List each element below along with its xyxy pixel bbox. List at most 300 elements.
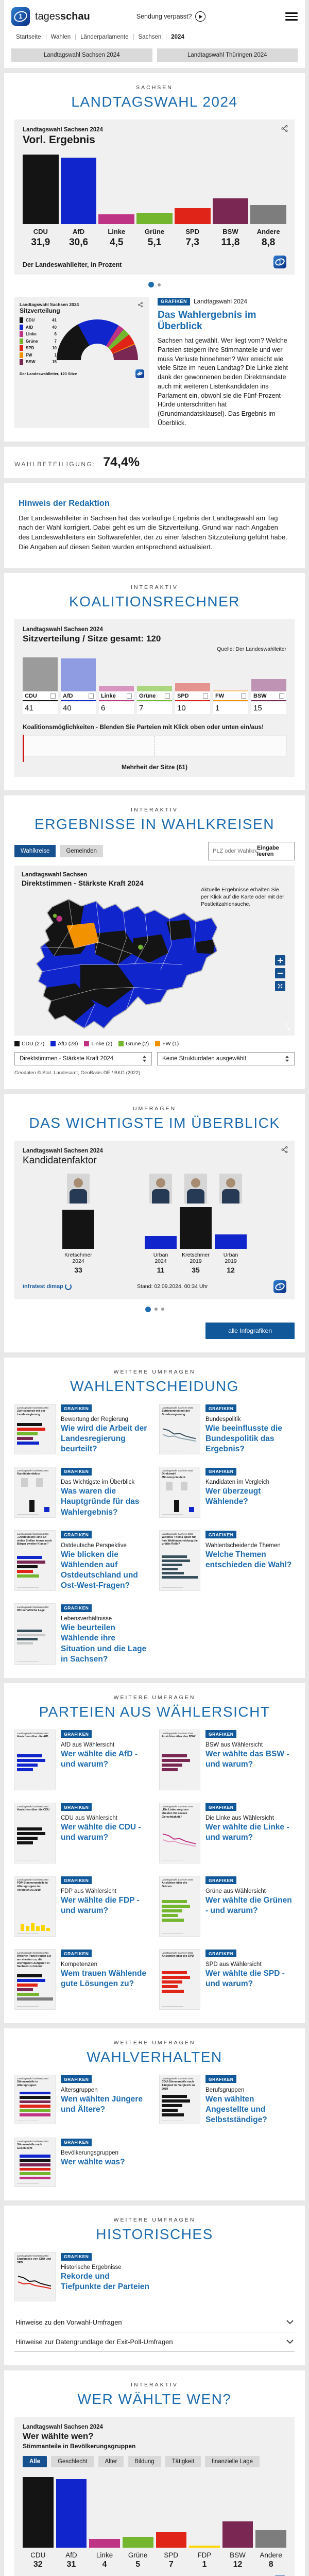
section-title: WAHLENTSCHEIDUNG (70, 1378, 239, 1394)
region-tabs (11, 44, 298, 68)
coalition-party-name[interactable]: Grüne (137, 691, 172, 701)
coalition-bar[interactable] (23, 657, 58, 691)
breadcrumb-item[interactable]: Startseite (11, 34, 46, 40)
party-label: AfD (65, 2551, 77, 2560)
coalition-party-column (175, 657, 210, 715)
legend-swatch (118, 1041, 124, 1046)
teaser-grid (14, 1730, 295, 2010)
grafiken-badge: GRAFIKEN (205, 1803, 236, 1811)
share-icon[interactable] (281, 1146, 288, 1154)
party-bar (23, 155, 59, 224)
result-bar-column[interactable] (23, 155, 59, 248)
candidate-bar-chart (23, 1174, 286, 1274)
result-bar-column[interactable] (61, 155, 97, 248)
party-bar (175, 208, 211, 224)
card-subtitle: Stimmanteile in Bevölkerungsgruppen (23, 2443, 136, 2450)
teaser-headline[interactable]: Wer wählte die FDP - und warum? (61, 1895, 140, 1915)
teaser-headline[interactable]: Wer wählte die Linke - und warum? (205, 1822, 289, 1842)
carousel-dot[interactable] (154, 1308, 158, 1311)
party-label: SPD (185, 228, 200, 235)
candidate-year: 2019 (225, 1258, 237, 1264)
teaser-link[interactable] (159, 1803, 295, 1863)
party-checkbox[interactable] (279, 693, 284, 699)
coalition-party-column (251, 657, 286, 715)
candidate-column (180, 1174, 212, 1274)
teaser-link[interactable] (14, 1530, 150, 1591)
party-label: CDU (30, 2551, 46, 2560)
seat-count-input[interactable]: 1 (213, 702, 248, 715)
breadcrumb-item[interactable]: Länderparlamente (76, 34, 133, 40)
majority-marker (23, 735, 24, 762)
teaser-kicker: Landtagswahl 2024 (194, 298, 248, 305)
share-icon[interactable] (281, 125, 288, 132)
teaser-headline[interactable]: Wen wählten Angestellte und Selbstständige? (205, 2094, 267, 2125)
party-checkbox[interactable] (241, 693, 246, 699)
group-filter-chips (23, 2456, 286, 2467)
share-icon[interactable] (138, 302, 143, 308)
party-label: Andere (256, 228, 280, 235)
teaser-kicker: Grüne aus Wählersicht (205, 1888, 266, 1894)
party-label: Grüne (128, 2551, 148, 2560)
coalition-bar[interactable] (251, 679, 286, 691)
legend-swatch (20, 352, 23, 358)
teaser-thumbnail: Landtagswahl Sachsen 2024 Ansichten über die CDU (14, 1803, 56, 1863)
teaser-thumbnail: Landtagswahl Sachsen 2024 Wirtschaftliche Lage (14, 1603, 56, 1665)
party-checkbox[interactable] (127, 693, 132, 699)
map-reset-button[interactable] (275, 981, 285, 991)
section-kicker: SACHSEN (136, 84, 173, 91)
party-label: FDP (197, 2551, 212, 2560)
card-title: Vorl. Ergebnis (23, 134, 95, 146)
seat-count-input[interactable]: 6 (99, 702, 134, 715)
teaser-link[interactable] (14, 1730, 150, 1790)
seat-count-input[interactable]: 15 (251, 702, 286, 715)
section-title: ERGEBNISSE IN WAHLKREISEN (35, 816, 274, 832)
teaser-link[interactable] (159, 1404, 295, 1454)
carousel-dot[interactable] (161, 1308, 164, 1311)
geodata-source: Geodaten © Stat. Landesamt, GeoBasis-DE / BKG (2022) (14, 1070, 141, 1076)
teaser-thumbnail: Landtagswahl Sachsen 2024 Ansichten über die Grünen (159, 1876, 200, 1937)
teaser-thumbnail: Landtagswahl Sachsen 2024 Welches Thema spielt für Ihre Wahlentscheidung die größte Rolle? (159, 1530, 200, 1591)
teaser-kicker: Lebensverhältnisse (61, 1616, 112, 1622)
party-value: 12 (233, 2560, 243, 2569)
teaser-kicker: Bundespolitik (205, 1416, 241, 1422)
teaser-thumbnail: Landtagswahl Sachsen 2024 CDU-Stimmanteile nach Tätigkeit im Vergleich zu 2019 (159, 2075, 200, 2124)
section-title: PARTEIEN AUS WÄHLERSICHT (39, 1703, 270, 1720)
legend-row: SPD 10 (20, 345, 57, 351)
teaser-text: Sachsen hat gewählt. Wer liegt vorn? Welche Parteien steigern ihre Stimmanteile und wer muss Verluste hinnehmen? Wer erreicht wie viele Sitze im neuen Landtag? Die Linke zieht dank der gewonnenen beiden Direktmandate auch mit weiteren Listenkandidaten ins Parlament ein, obwohl sie die Fünf-Prozent-Hürde unterschritten hat (Grundmandatsklausel). Das Ergebnis im Überblick. (158, 337, 288, 427)
card-kicker: Landtagswahl Sachsen 2024 (23, 127, 103, 133)
carousel-dots (14, 275, 295, 290)
plz-search-input[interactable] (213, 848, 257, 854)
legend-item: CDU (27) (14, 1041, 44, 1047)
section-kicker: WEITERE UMFRAGEN (113, 1368, 196, 1375)
all-infographics-button[interactable]: alle Infografiken (205, 1323, 295, 1339)
teaser-grid (14, 2252, 295, 2301)
teaser-kicker: Wahlentscheidende Themen (205, 1542, 281, 1549)
party-label: AfD (73, 228, 85, 235)
map-metric-select[interactable]: Direktstimmen - Stärkste Kraft 2024 (14, 1052, 152, 1065)
teaser-headline[interactable]: Wer wählte die AfD - und warum? (61, 1749, 138, 1769)
party-value: 31 (66, 2560, 76, 2569)
coalition-party-name[interactable]: Linke (99, 691, 134, 701)
grafiken-badge: GRAFIKEN (158, 298, 190, 306)
party-value: 8 (268, 2560, 273, 2569)
chart-source: Quelle: Der Landeswahlleiter (217, 646, 286, 652)
party-label: BSW (230, 2551, 246, 2560)
party-value: 31,9 (31, 237, 50, 248)
site-header (4, 0, 305, 68)
card-kicker: Landtagswahl Sachsen 2024 (20, 302, 79, 307)
legend-swatch (20, 317, 23, 323)
play-icon (195, 11, 205, 22)
grafiken-badge: GRAFIKEN (61, 1803, 92, 1811)
filter-chip[interactable]: Bildung (128, 2456, 161, 2467)
teaser-kicker: Ostdeutsche Perspektive (61, 1542, 127, 1549)
section-kicker: UMFRAGEN (132, 1105, 177, 1112)
result-bar-column[interactable] (250, 155, 286, 248)
who-voted-column[interactable] (123, 2476, 153, 2569)
carousel-dot[interactable] (158, 283, 161, 286)
breadcrumb-item[interactable]: Wahlen (46, 34, 76, 40)
teaser-headline[interactable]: Wem trauen Wählende gute Lösungen zu? (61, 1969, 146, 1988)
turnout-bar (4, 447, 305, 478)
party-value: 8,8 (261, 237, 276, 248)
coalition-party-name[interactable]: FW (213, 691, 248, 701)
editorial-title[interactable]: Hinweis der Redaktion (19, 498, 110, 508)
breadcrumb-item[interactable]: Sachsen (134, 34, 167, 40)
legend-swatch (50, 1041, 56, 1046)
grafiken-badge: GRAFIKEN (205, 2075, 236, 2083)
carousel-dots (14, 1299, 295, 1314)
candidate-value: 11 (157, 1265, 165, 1274)
legend-swatch (84, 1041, 89, 1046)
teaser-link[interactable] (14, 1803, 150, 1863)
teaser-kicker: Die Linke aus Wählersicht (205, 1815, 274, 1821)
teaser-headline[interactable]: Wen wählten Jüngere und Ältere? (61, 2094, 143, 2114)
teaser-link[interactable] (14, 1404, 150, 1454)
who-voted-card (14, 2417, 295, 2576)
result-bar-column[interactable] (175, 155, 211, 248)
candidate-bar (62, 1210, 94, 1249)
result-bar-column[interactable] (136, 155, 173, 248)
teaser-link[interactable] (14, 2075, 150, 2125)
teaser-thumbnail: Landtagswahl Sachsen 2024 Ansichten über die AfD (14, 1730, 56, 1790)
teaser-link[interactable] (159, 2075, 295, 2125)
card-title: Sitzverteilung / Sitze gesamt: 120 (23, 633, 161, 643)
teaser-link[interactable] (14, 1876, 150, 1937)
teaser-thumbnail: Landtagswahl Sachsen 2024 Zufriedenheit mit der Landesregierung (14, 1404, 56, 1454)
plz-search-box[interactable] (208, 842, 295, 860)
candidate-column (215, 1174, 247, 1274)
carousel-dot[interactable] (145, 1307, 151, 1312)
map-view-tab[interactable]: Wahlkreise (14, 845, 56, 857)
who-voted-column[interactable] (189, 2476, 220, 2569)
section-candidate (4, 1094, 305, 1352)
grafiken-badge: GRAFIKEN (61, 2075, 92, 2083)
who-voted-column[interactable] (23, 2476, 54, 2569)
party-value: 4 (102, 2560, 107, 2569)
section-kicker: WEITERE UMFRAGEN (113, 2217, 196, 2224)
grafiken-badge: GRAFIKEN (61, 1876, 92, 1884)
teaser-thumbnail: Landtagswahl Sachsen 2024 Ansichten über das BSW (159, 1730, 200, 1790)
party-checkbox[interactable] (89, 693, 94, 699)
party-bar (23, 2477, 54, 2548)
overview-teaser (158, 297, 295, 428)
section-historisches (4, 2206, 305, 2365)
candidate-card (14, 1141, 295, 1299)
teaser-link[interactable] (14, 1467, 150, 1517)
card-kicker: Landtagswahl Sachsen 2024 (23, 626, 103, 633)
ard-logo-icon (273, 256, 286, 268)
candidate-year: 2024 (154, 1258, 167, 1264)
seats-card[interactable] (14, 297, 149, 428)
coalition-card (14, 619, 295, 777)
candidate-bar (215, 1234, 247, 1249)
seats-legend (20, 317, 57, 366)
party-value: 7 (168, 2560, 174, 2569)
clear-input-button[interactable]: Eingabe leeren (257, 844, 279, 857)
legend-row: Linke 6 (20, 331, 57, 337)
teaser-headline[interactable]: Das Wahlergebnis im Überblick (158, 310, 256, 332)
candidate-column (145, 1174, 177, 1274)
district-tabs (14, 845, 107, 857)
grafiken-badge: GRAFIKEN (205, 1950, 236, 1957)
breadcrumb-item[interactable]: 2024 (171, 34, 184, 40)
teaser-link[interactable] (159, 1730, 295, 1790)
teaser-headline[interactable]: Wer wählte das BSW - und warum? (205, 1749, 289, 1769)
teaser-headline[interactable]: Wer wählte die SPD - und warum? (205, 1969, 285, 1988)
seat-count-input[interactable]: 40 (61, 702, 96, 715)
section-title: LANDTAGSWAHL 2024 (71, 94, 238, 110)
teaser-link[interactable] (159, 1876, 295, 1937)
coalition-party-column (61, 657, 96, 715)
seat-count-input[interactable]: 10 (175, 702, 210, 715)
tagesschau-logo-icon[interactable] (11, 7, 30, 26)
party-bar (123, 2537, 153, 2548)
legend-swatch (14, 1041, 20, 1046)
card-title: Kandidatenfaktor (23, 1155, 97, 1166)
teaser-headline[interactable]: Wie beurteilen Wählende ihre Situation und die Lage in Sachsen? (61, 1623, 147, 1664)
seat-count-input[interactable]: 7 (137, 702, 172, 715)
editorial-note (4, 483, 305, 568)
party-label: BSW (222, 228, 238, 235)
region-tab[interactable]: Landtagswahl Thüringen 2024 (157, 48, 298, 62)
result-bar-column[interactable] (213, 155, 249, 248)
teaser-headline[interactable]: Was waren die Hauptgründe für das Wahlergebnis? (61, 1487, 140, 1517)
teaser-link[interactable] (14, 1949, 150, 2010)
missed-broadcast-link[interactable]: Sendung verpasst? (136, 11, 206, 22)
map-zoom-out-button[interactable] (275, 968, 285, 978)
map-view-tab[interactable]: Gemeinden (60, 845, 102, 857)
grafiken-badge: GRAFIKEN (61, 1604, 92, 1612)
legend-row: Grüne 7 (20, 338, 57, 344)
saxony-map[interactable] (22, 891, 217, 1029)
party-label: Grüne (144, 228, 165, 235)
section-title: HISTORISCHES (96, 2226, 213, 2243)
grafiken-badge: GRAFIKEN (61, 2253, 92, 2261)
turnout-label: WAHLBETEILIGUNG: (14, 460, 96, 468)
legend-swatch (20, 331, 23, 337)
filter-chip[interactable]: Alter (98, 2456, 124, 2467)
legend-swatch (155, 1041, 160, 1046)
card-title: Direktstimmen - Stärkste Kraft 2024 (22, 878, 144, 887)
menu-icon[interactable] (285, 12, 298, 21)
coalition-bar[interactable] (175, 683, 210, 691)
teaser-kicker: FDP aus Wählersicht (61, 1888, 116, 1894)
teaser-link[interactable] (159, 1949, 295, 2010)
party-label: Linke (96, 2551, 113, 2560)
coalition-note: Koalitionsmöglichkeiten - Blenden Sie Parteien mit Klick oben oder unten ein/aus! (23, 723, 264, 731)
who-voted-column[interactable] (222, 2476, 253, 2569)
legend-row: FW 1 (20, 352, 57, 358)
party-bar (222, 2521, 253, 2548)
teaser-headline[interactable]: Wer wählte die CDU - und warum? (61, 1822, 141, 1842)
grafiken-badge: GRAFIKEN (205, 1531, 236, 1538)
party-bar (56, 2479, 87, 2548)
coalition-party-name[interactable]: CDU (23, 691, 58, 701)
teaser-link[interactable] (14, 2252, 150, 2301)
teaser-headline[interactable]: Wer wählte was? (61, 2158, 125, 2167)
teaser-headline[interactable]: Wer überzeugt Wählende? (205, 1487, 261, 1506)
majority-bar (23, 736, 286, 756)
card-kicker: Landtagswahl Sachsen (22, 871, 88, 878)
map-structuredata-select[interactable]: Keine Strukturdaten ausgewählt (157, 1052, 295, 1065)
section-title: KOALITIONSRECHNER (69, 593, 240, 609)
who-voted-column[interactable] (89, 2476, 120, 2569)
chevron-down-icon (286, 2340, 294, 2344)
brand-name[interactable]: tagesschau (35, 10, 90, 22)
teaser-kicker: Historische Ergebnisse (61, 2264, 122, 2271)
ard-logo-icon (273, 1280, 286, 1293)
party-bar (250, 205, 286, 224)
section-title: WER WÄHLTE WEN? (77, 2391, 232, 2408)
grafiken-badge: GRAFIKEN (61, 1531, 92, 1538)
section-districts (4, 795, 305, 1089)
section-kicker: INTERAKTIV (131, 2382, 178, 2388)
accordion-row[interactable]: Hinweise zu den Vorwahl-Umfragen (14, 2313, 295, 2332)
party-bar (61, 158, 97, 224)
filter-chip[interactable]: Tätigkeit (165, 2456, 201, 2467)
filter-chip[interactable]: finanzielle Lage (205, 2456, 260, 2467)
candidate-photo (219, 1174, 242, 1204)
accordion-row[interactable]: Hinweise zur Datengrundlage der Exit-Poll-Umfragen (14, 2332, 295, 2352)
who-voted-column[interactable] (255, 2476, 286, 2569)
candidate-bar (180, 1207, 212, 1249)
who-voted-column[interactable] (156, 2476, 187, 2569)
teaser-headline[interactable]: Rekorde und Tiefpunkte der Parteien (61, 2272, 149, 2292)
party-value: 32 (33, 2560, 43, 2569)
section-parteien-sicht (4, 1683, 305, 2023)
who-voted-column[interactable] (56, 2476, 87, 2569)
result-bar-chart (23, 155, 286, 248)
coalition-party-name[interactable]: AfD (61, 691, 96, 701)
coalition-party-column (213, 657, 248, 715)
teaser-thumbnail: Landtagswahl Sachsen 2024 Direktwahl Ministerpräsident (159, 1467, 200, 1517)
legend-swatch (20, 338, 23, 344)
teaser-link[interactable] (14, 1603, 150, 1665)
region-tab[interactable]: Landtagswahl Sachsen 2024 (11, 48, 152, 62)
teaser-headline[interactable]: Wie beeinflusste die Bundespolitik das Ergebnis? (205, 1423, 282, 1454)
coalition-party-name[interactable]: BSW (251, 691, 286, 701)
candidate-photo (149, 1174, 172, 1204)
teaser-link[interactable] (159, 1530, 295, 1591)
result-card (14, 120, 295, 275)
teaser-headline[interactable]: Wie wird die Arbeit der Landesregierung beurteilt? (61, 1423, 147, 1454)
coalition-party-name[interactable]: SPD (175, 691, 210, 701)
grafiken-badge: GRAFIKEN (61, 1730, 92, 1738)
teaser-kicker: Kandidaten im Vergleich (205, 1479, 270, 1486)
teaser-kicker: Kompetenzen (61, 1961, 97, 1968)
seat-count-input[interactable]: 41 (23, 702, 58, 715)
card-title: Wer wählte wen? (23, 2431, 94, 2442)
result-bar-column[interactable] (98, 155, 134, 248)
legend-swatch (20, 325, 23, 330)
teaser-kicker: Berufsgruppen (205, 2087, 245, 2093)
teaser-headline[interactable]: Wer wählte die Grünen - und warum? (205, 1895, 292, 1915)
hint-accordions (14, 2313, 295, 2352)
section-who-voted (4, 2370, 305, 2576)
party-bar (156, 2532, 187, 2548)
party-checkbox[interactable] (165, 693, 170, 699)
grafiken-badge: GRAFIKEN (205, 1468, 236, 1476)
breadcrumb (11, 31, 298, 44)
map-card (14, 866, 295, 1036)
teaser-kicker: AfD aus Wählersicht (61, 1741, 115, 1748)
teaser-link[interactable] (159, 1467, 295, 1517)
candidate-photo (67, 1174, 90, 1204)
candidate-value: 33 (74, 1265, 82, 1274)
teaser-headline[interactable]: Welche Themen entschieden die Wahl? (205, 1550, 292, 1569)
coalition-bar[interactable] (137, 686, 172, 691)
coalition-bar[interactable] (61, 658, 96, 691)
carousel-dot[interactable] (148, 282, 154, 287)
seat-distribution-donut (57, 319, 138, 361)
party-bar (89, 2539, 120, 2548)
candidate-name: Kretschmer (182, 1251, 210, 1258)
filter-chip[interactable]: Alle (23, 2456, 47, 2467)
section-result (4, 73, 305, 442)
party-checkbox[interactable] (50, 693, 56, 699)
party-checkbox[interactable] (203, 693, 208, 699)
teaser-kicker: Bewertung der Regierung (61, 1416, 129, 1422)
coalition-party-column (137, 657, 172, 715)
party-bar (136, 213, 173, 224)
section-kicker: WEITERE UMFRAGEN (113, 1694, 196, 1701)
grafiken-badge: GRAFIKEN (61, 1404, 92, 1412)
party-value: 5 (135, 2560, 141, 2569)
section-wahlentscheidung (4, 1358, 305, 1678)
filter-chip[interactable]: Geschlecht (51, 2456, 94, 2467)
coalition-party-column (23, 657, 58, 715)
coalition-bar[interactable] (99, 686, 134, 691)
teaser-thumbnail: Landtagswahl Sachsen 2024 Ergebnisse von CDU und SPD (14, 2252, 56, 2301)
candidate-name: Urban (153, 1251, 168, 1258)
ard-logo-icon (135, 369, 144, 378)
map-zoom-in-button[interactable] (275, 955, 285, 965)
ard-logo-icon (273, 2575, 286, 2576)
grafiken-badge: GRAFIKEN (61, 1950, 92, 1957)
teaser-link[interactable] (14, 2138, 150, 2187)
teaser-headline[interactable]: Wie blicken die Wählenden auf Ostdeutschland und Ost-West-Fragen? (61, 1550, 138, 1590)
section-kicker: WEITERE UMFRAGEN (113, 2039, 196, 2046)
select-arrows-icon (142, 1056, 147, 1062)
legend-item: FW (1) (155, 1041, 179, 1047)
party-value: 7,3 (185, 237, 199, 248)
teaser-thumbnail: Landtagswahl Sachsen 2024 FDP-Stimmenanteile in Altersgruppen im Vergleich zu 2019 (14, 1876, 56, 1937)
party-value: 1 (202, 2560, 207, 2569)
teaser-thumbnail: Landtagswahl Sachsen 2024 „Die Linke sorgt am ehesten für soziale Gerechtigkeit.“ (159, 1803, 200, 1863)
